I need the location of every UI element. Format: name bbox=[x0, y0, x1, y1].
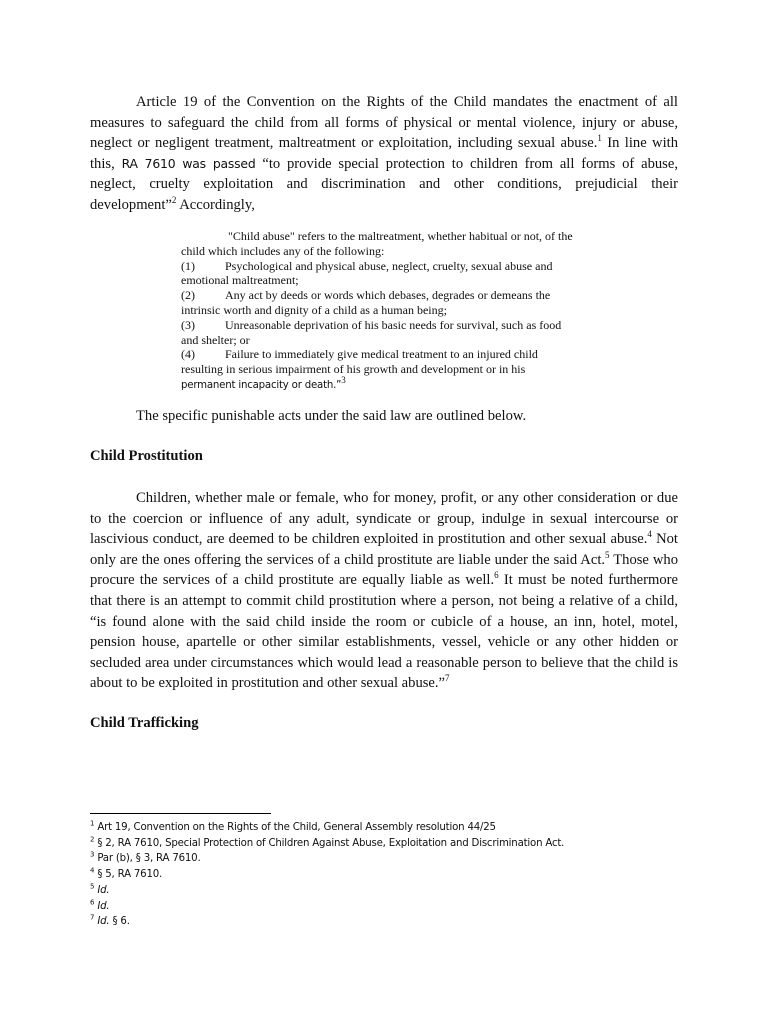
quote-item-continuation: and shelter; or bbox=[181, 332, 250, 347]
footnote-7 bbox=[90, 914, 564, 930]
footnote-text: Par (b), § 3, RA 7610. bbox=[97, 853, 201, 865]
quote-item-3 bbox=[181, 318, 591, 333]
heading-child-trafficking: Child Trafficking bbox=[90, 715, 199, 731]
footnote-5 bbox=[90, 883, 564, 899]
quote-line: "Child abuse" refers to the maltreatment, whether habitual or not, of the bbox=[228, 229, 573, 243]
quote-item-text: Failure to immediately give medical treatment to an injured child bbox=[225, 347, 538, 362]
footnote-ref-1[interactable]: 1 bbox=[597, 133, 602, 144]
footnote-2 bbox=[90, 836, 564, 852]
footnote-text: Id. bbox=[97, 900, 110, 912]
quote-item-text: Psychological and physical abuse, neglect, cruelty, sexual abuse and bbox=[225, 258, 553, 273]
footnote-number: 5 bbox=[90, 882, 95, 891]
footnote-text: Id. bbox=[97, 884, 110, 896]
footnote-3 bbox=[90, 851, 564, 867]
footnote-ref-7[interactable]: 7 bbox=[445, 673, 450, 684]
quote-item-number: (4) bbox=[181, 347, 195, 362]
footnote-text: Art 19, Convention on the Rights of the Child, General Assembly resolution 44/25 bbox=[97, 822, 496, 833]
footnote-number: 7 bbox=[90, 913, 95, 922]
footnote-text: § 5, RA 7610. bbox=[97, 869, 163, 881]
quote-item-4 bbox=[181, 347, 591, 362]
quote-item-continuation: intrinsic worth and dignity of a child as a human being; bbox=[181, 302, 447, 317]
specific-acts-text: The specific punishable acts under the said law are outlined below. bbox=[136, 408, 527, 424]
quote-item-number: (3) bbox=[181, 317, 195, 332]
footnote-ref-5[interactable]: 5 bbox=[605, 549, 610, 560]
prostitution-text-4: It must be noted furthermore that there is an attempt to commit child prostitution where a person, not being a relative of a child, “is found alone with the said child inside the room or cubicle of a house, an inn, hotel, motel, pension house, apartelle or other similar establishments, vessel, vehicle or any other hidden or secluded area under circumstances which would lead a reasonable person to believe that the child is about to be exploited in prostitution and other sexual abuse.” bbox=[90, 572, 678, 692]
heading-child-prostitution: Child Prostitution bbox=[90, 448, 203, 464]
intro-text-1: Article 19 of the Convention on the Rights of the Child mandates the enactment of all measures to safeguard the child from all forms of physical or mental violence, injury or abuse, neglect or negligent treatment, maltreatment or exploitation, including sexual abuse. bbox=[90, 94, 678, 152]
intro-text-4: Accordingly, bbox=[176, 196, 255, 213]
footnote-number: 3 bbox=[90, 851, 95, 860]
quote-last-line bbox=[181, 374, 591, 394]
prostitution-text-2: Not only are the ones offering the services of a child prostitute are liable under the said Act. bbox=[90, 531, 678, 568]
intro-text-2: In line with this, bbox=[90, 135, 678, 172]
quote-item-2 bbox=[181, 288, 591, 303]
footnote-separator bbox=[90, 813, 271, 814]
footnote-ref-2[interactable]: 2 bbox=[171, 195, 177, 206]
prostitution-text-1: Children, whether male or female, who for money, profit, or any other consideration or due to the coercion or influence of any adult, syndicate or group, indulge in sexual intercourse or lascivious conduct, are deemed to be children exploited in prostitution and other sexual abuse. bbox=[90, 490, 678, 548]
quote-line: child which includes any of the following: bbox=[181, 243, 385, 258]
footnote-ref-3[interactable]: 3 bbox=[341, 374, 346, 385]
intro-paragraph bbox=[90, 92, 678, 216]
quote-item-text: Unreasonable deprivation of his basic needs for survival, such as food bbox=[225, 317, 562, 332]
footnote-6 bbox=[90, 899, 564, 915]
prostitution-paragraph bbox=[90, 488, 678, 694]
footnote-number: 6 bbox=[90, 898, 95, 907]
block-quote bbox=[181, 229, 591, 394]
footnote-number: 1 bbox=[90, 819, 95, 828]
quote-item-continuation: resulting in serious impairment of his growth and development or in his bbox=[181, 362, 526, 377]
intro-ra-passed: RA 7610 was passed bbox=[121, 155, 256, 171]
footnote-number: 4 bbox=[90, 866, 95, 875]
specific-acts-paragraph bbox=[90, 406, 678, 427]
quote-item-text: Any act by deeds or words which debases, degrades or demeans the bbox=[225, 288, 551, 303]
quote-item-continuation: emotional maltreatment; bbox=[181, 273, 299, 288]
quote-item-1 bbox=[181, 259, 591, 274]
footnote-text: Id. bbox=[97, 916, 110, 928]
footnote-number: 2 bbox=[90, 835, 95, 844]
quote-item-number: (1) bbox=[181, 258, 195, 273]
footnote-ref-6[interactable]: 6 bbox=[494, 570, 499, 581]
intro-text-3: “to provide special protection to children from all forms of abuse, neglect, cruelty exploitation and discrimination and other conditions, prejudicial their development” bbox=[90, 155, 678, 213]
quote-item-number: (2) bbox=[181, 288, 195, 303]
footnotes bbox=[90, 820, 564, 930]
quote-last-text: permanent incapacity or death.” bbox=[181, 379, 342, 391]
footnote-suffix: § 6. bbox=[109, 916, 130, 928]
footnote-ref-4[interactable]: 4 bbox=[647, 529, 652, 540]
footnote-text: § 2, RA 7610, Special Protection of Children Against Abuse, Exploitation and Discrimination Act. bbox=[97, 837, 565, 849]
footnote-1 bbox=[90, 820, 564, 836]
prostitution-text-3: Those who procure the services of a child prostitute are equally liable as well. bbox=[90, 551, 678, 589]
footnote-4 bbox=[90, 867, 564, 883]
